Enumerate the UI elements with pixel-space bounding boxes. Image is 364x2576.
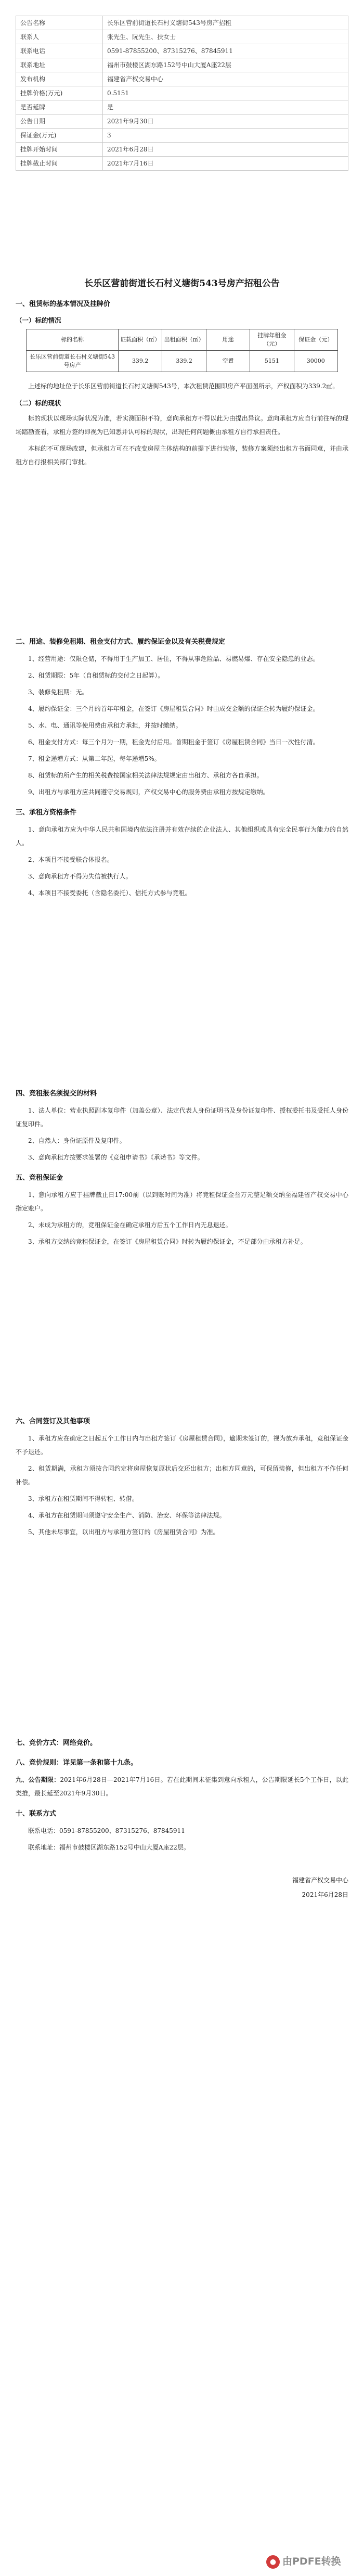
section-heading-5: 五、竞租保证金 [16,1174,63,1182]
property-col-rent: 挂牌年租金（元） [250,329,294,351]
subsection-heading-status: （二）标的现状 [16,399,61,407]
deposit-3: 3、承租方交纳的竞租保证金，在签订《房屋租赁合同》时转为履约保证金，不足部分由承租方补足。 [28,1238,307,1245]
property-col-deposit: 保证金（元） [294,329,337,351]
qualification-2: 2、本项目不接受联合体报名。 [28,856,113,863]
info-value: 3 [103,129,348,143]
info-value: 是 [103,100,348,114]
section-heading-1: 一、租赁标的基本情况及挂牌价 [16,300,111,308]
subsection-heading-property: （一）标的情况 [16,316,61,324]
status-paragraph-2: 本标的不可现场改建，但承租方可在不改变房屋主体结构的前提下进行装修，装修方案须经出租方书面同意，并由承租方自行报相关部门审批。 [16,445,348,466]
info-value: 2021年7月16日 [103,157,348,171]
info-row [16,86,348,100]
contact-phone: 联系电话：0591-87855200、87315276、87845911 [28,1827,185,1834]
info-row [16,143,348,157]
info-label: 公告名称 [16,16,103,30]
property-rent-cell: 5151 [250,351,294,372]
material-2: 2、自然人：身份证原件及复印件。 [28,1137,126,1144]
info-row [16,44,348,58]
announcement-period-text: 2021年6月28日—2021年7月16日。若在此期间未征集到意向承租人，公告期限延长5个工作日，以此类推，最长延至2021年9月30日。 [16,1776,348,1797]
material-1: 1、法人单位：营业执照副本复印件（加盖公章）、法定代表人身份证明书及身份证复印件、授权委托书及受托人身份证复印件。 [16,1107,348,1128]
info-label: 联系电话 [16,44,103,58]
signature-date: 2021年6月28日 [302,1891,348,1898]
info-label: 挂牌开始时间 [16,143,103,157]
info-row [16,129,348,143]
info-row [16,30,348,44]
info-value: 0.5151 [103,86,348,100]
announcement-period-label: 九、公告期限： [16,1776,60,1783]
info-value: 福建省产权交易中心 [103,72,348,86]
info-row [16,58,348,72]
property-cert-area-cell: 339.2 [119,351,162,372]
info-label: 发布机构 [16,72,103,86]
section-heading-8: 八、竞价规则：详见第一条和第十九条。 [16,1759,138,1767]
term-service-fee: 9、出租方与承租方应共同遵守交易规则，产权交易中心的服务费由承租方按规定缴纳。 [28,788,269,796]
property-use-cell: 空置 [206,351,250,372]
property-col-cert-area: 证载面积（㎡） [119,329,162,351]
term-lease-period: 2、租赁期限：5年（自租赁标的交付之日起算）。 [28,672,164,679]
term-performance-bond: 4、履约保证金：三个月的首年年租金，在签订《房屋租赁合同》时由成交金额的保证金转为履约保证金。 [28,705,319,712]
announcement-period [16,1773,348,1800]
section-heading-7: 七、竞价方式：网络竞价。 [16,1739,97,1747]
contract-4: 4、承租方在租赁期间须遵守安全生产、消防、治安、环保等法律法规。 [28,1512,226,1519]
qualification-4: 4、本项目不接受委托（含隐名委托）、信托方式参与竞租。 [28,889,191,897]
info-row [16,16,348,30]
property-table [26,329,338,372]
property-col-name: 标的名称 [27,329,119,351]
page-gap [16,472,348,628]
location-paragraph: 上述标的地址位于长乐区营前街道长石村义塘街543号，本次租赁范围即房产平面图所示，产权面积为339.2㎡。 [28,382,339,390]
deposit-2: 2、未成为承租方的，竞租保证金在确定承租方后五个工作日内无息退还。 [28,1221,232,1229]
watermark-text: 由PDFE转换 [282,2556,341,2567]
signature-org: 福建省产权交易中心 [292,1877,348,1884]
signature-spacer [16,1857,348,1873]
property-table-row [27,351,338,372]
property-rent-area-cell: 339.2 [162,351,206,372]
info-value: 长乐区营前街道长石村义塘街543号房产招租 [103,16,348,30]
info-label: 联系地址 [16,58,103,72]
qualification-1: 1、意向承租方应为中华人民共和国境内依法注册并有效存续的企业法人、其他组织或具有完全民事行为能力的自然人。 [16,826,348,847]
property-table-header-row [27,329,338,351]
info-value: 张先生、阮先生、扶女士 [103,30,348,44]
info-label: 挂牌截止时间 [16,157,103,171]
property-col-use: 用途 [206,329,250,351]
qualification-3: 3、意向承租方不得为失信被执行人。 [28,873,132,880]
section-heading-3: 三、承租方资格条件 [16,809,77,817]
status-paragraph: 标的现状以现场实际状况为准，若实测面积不符，意向承租方不得以此为由提出异议。意向承租方应自行前往标的现场踏勘查看，承租方签约即视为已知悉并认可标的现状，出现任何问题概由承租方自行承担责任。 [16,415,348,436]
contact-address: 联系地址：福州市鼓楼区湖东路152号中山大厦A座22层。 [28,1844,190,1851]
info-label: 挂牌价格(万元) [16,86,103,100]
property-name-cell: 长乐区营前街道长石村义塘街543号房产 [27,351,119,372]
page-gap [16,1542,348,1729]
term-rent-free: 3、装修免租期：无。 [28,688,88,696]
property-col-rent-area: 出租面积（㎡） [162,329,206,351]
property-deposit-cell: 30000 [294,351,337,372]
term-taxes: 8、租赁标的所产生的相关税费按国家相关法律法规规定由出租方、承租方各自承担。 [28,772,263,779]
info-row [16,157,348,171]
info-label: 公告日期 [16,114,103,129]
watermark [266,2553,359,2570]
info-label: 联系人 [16,30,103,44]
watermark-logo-icon: ● [266,2555,280,2569]
info-row [16,100,348,114]
contract-2: 2、租赁期满，承租方须按合同约定将房屋恢复原状后交还出租方；出租方同意的，可保留装修，但出租方不作任何补偿。 [16,1465,348,1486]
page-gap [16,903,348,1080]
term-payment: 6、租金支付方式：每三个月为一期，租金先付后用。首期租金于签订《房屋租赁合同》当日一次性付清。 [28,738,319,746]
announcement-body [16,277,348,2541]
page-gap [16,1252,348,1408]
info-value: 2021年6月28日 [103,143,348,157]
announcement-info-table [16,16,348,171]
info-row [16,72,348,86]
info-label: 保证金(万元) [16,129,103,143]
deposit-1: 1、意向承租方应于挂牌截止日17:00前（以到账时间为准）将竞租保证金叁万元整足额交纳至福建省产权交易中心指定账户。 [16,1191,348,1212]
contract-1: 1、承租方应在确定之日起五个工作日内与出租方签订《房屋租赁合同》，逾期未签订的，视为放弃承租，竞租保证金不予退还。 [16,1435,348,1456]
term-increase: 7、租金递增方式：从第二年起，每年递增5%。 [28,755,161,762]
material-3: 3、意向承租方按要求签署的《竞租申请书》《承诺书》等文件。 [28,1154,204,1161]
section-heading-2: 二、用途、装修免租期、租金支付方式、履约保证金以及有关税费规定 [16,638,226,646]
contract-5: 5、其他未尽事宜，以出租方与承租方签订的《房屋租赁合同》为准。 [28,1528,219,1536]
info-value: 福州市鼓楼区湖东路152号中山大厦A座22层 [103,58,348,72]
announcement-title: 长乐区营前街道长石村义塘街543号房产招租公告 [84,278,280,289]
info-value: 2021年9月30日 [103,114,348,129]
info-label: 是否延牌 [16,100,103,114]
info-row [16,114,348,129]
section-heading-4: 四、竞租报名须提交的材料 [16,1090,97,1098]
info-table-body [16,16,348,171]
term-utilities: 5、水、电、通讯等使用费由承租方承担，并按时缴纳。 [28,722,182,729]
info-value: 0591-87855200、87315276、87845911 [103,44,348,58]
section-heading-6: 六、合同签订及其他事项 [16,1418,90,1425]
section-heading-10: 十、联系方式 [16,1810,57,1818]
term-usage: 1、经营用途：仅限仓储，不得用于生产加工、居住，不得从事危险品、易燃易爆、存在安全隐患的业态。 [28,655,319,662]
contract-3: 3、承租方在租赁期间不得转租、转借。 [28,1495,138,1502]
